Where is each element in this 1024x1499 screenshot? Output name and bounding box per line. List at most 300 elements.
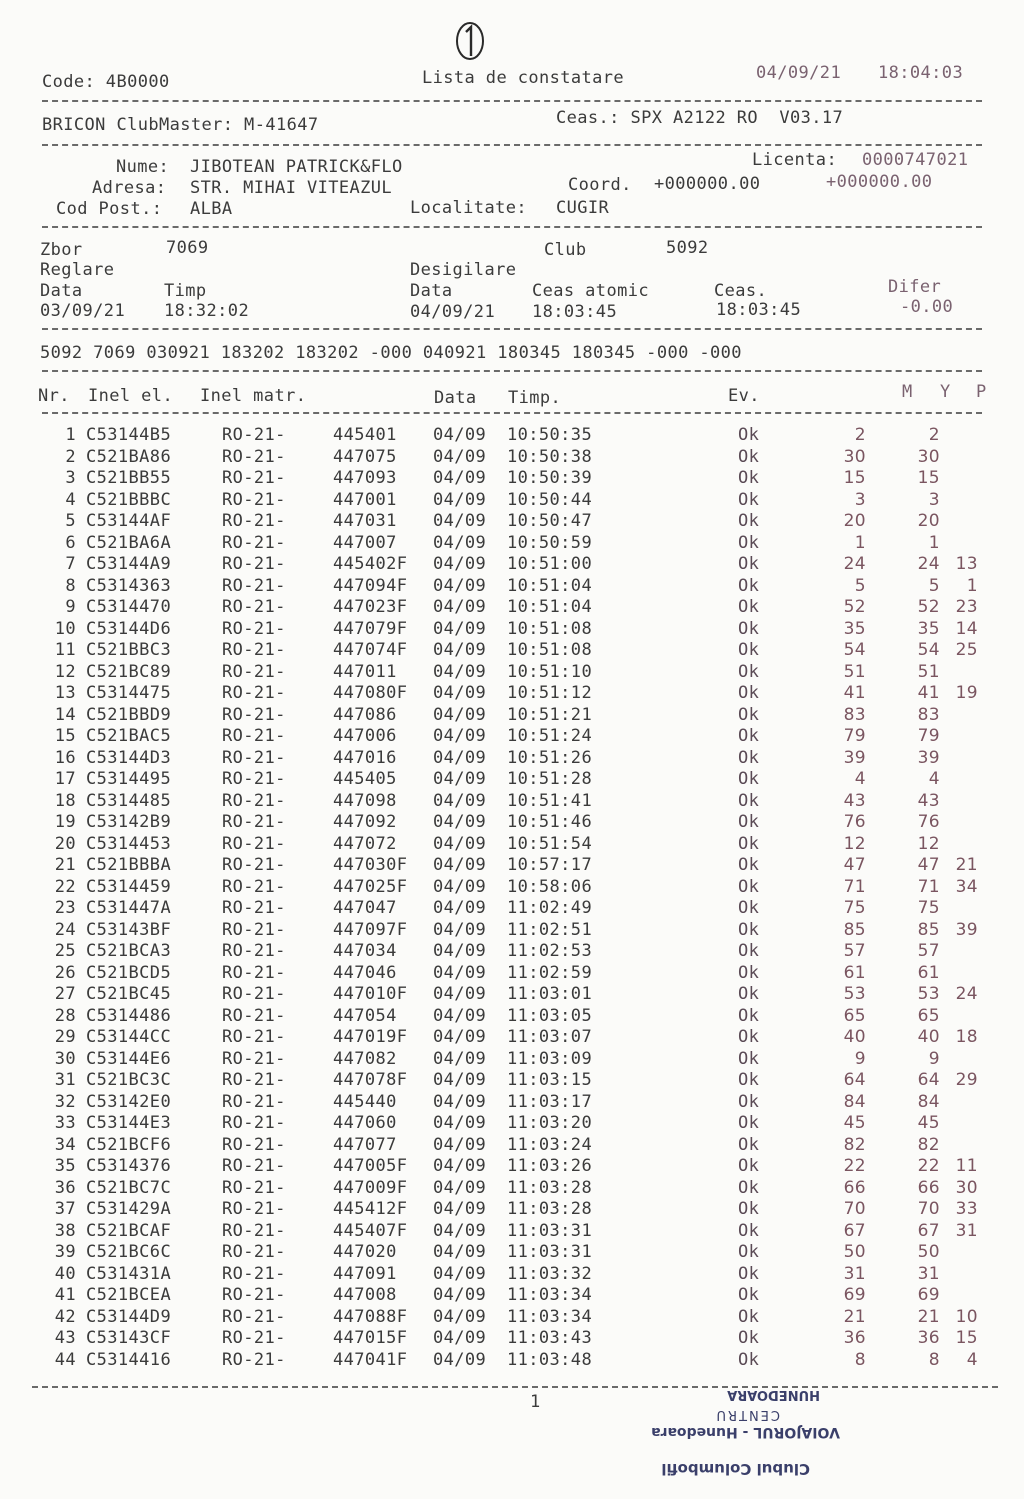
event-status: Ok xyxy=(738,446,760,467)
ring-number: 447023F xyxy=(333,597,408,617)
table-row xyxy=(0,748,1024,769)
m-value: 64 xyxy=(843,1070,866,1090)
ring-number: 447009F xyxy=(333,1177,408,1198)
arrival-date: 04/09 xyxy=(433,919,487,940)
row-number: 15 xyxy=(54,726,76,746)
row-number: 30 xyxy=(54,1048,76,1069)
arrival-date: 04/09 xyxy=(433,597,487,617)
event-status: Ok xyxy=(738,962,760,983)
ring-electronic: C521BCA3 xyxy=(86,941,172,961)
reglare-date: 03/09/21 xyxy=(40,301,126,321)
p-value: 14 xyxy=(955,618,978,639)
m-value: 35 xyxy=(843,618,866,639)
desigilare-data-label: Data xyxy=(410,281,453,301)
y-value: 50 xyxy=(917,1242,940,1262)
arrival-time: 11:03:31 xyxy=(507,1220,593,1241)
col-header-data: Data xyxy=(434,388,477,408)
event-status: Ok xyxy=(738,1199,760,1219)
y-value: 8 xyxy=(928,1349,940,1370)
arrival-date: 04/09 xyxy=(433,962,487,983)
event-status: Ok xyxy=(738,898,760,918)
event-status: Ok xyxy=(738,747,760,768)
ring-series: RO-21- xyxy=(222,1091,286,1112)
y-value: 47 xyxy=(917,855,940,875)
arrival-time: 11:03:17 xyxy=(507,1091,593,1112)
arrival-date: 04/09 xyxy=(433,855,487,875)
event-status: Ok xyxy=(738,489,760,510)
arrival-date: 04/09 xyxy=(433,747,487,768)
ring-electronic: C521BC89 xyxy=(86,661,172,682)
y-value: 51 xyxy=(917,661,940,682)
row-number: 27 xyxy=(54,984,76,1004)
ring-series: RO-21- xyxy=(222,575,286,596)
arrival-time: 11:02:53 xyxy=(507,941,593,961)
ring-electronic: C521BC7C xyxy=(86,1177,172,1198)
event-status: Ok xyxy=(738,554,760,574)
event-status: Ok xyxy=(738,812,760,832)
arrival-date: 04/09 xyxy=(433,984,487,1004)
event-status: Ok xyxy=(738,1242,760,1262)
ring-series: RO-21- xyxy=(222,597,286,617)
arrival-date: 04/09 xyxy=(433,554,487,574)
ring-number: 447015F xyxy=(333,1328,408,1348)
m-value: 8 xyxy=(854,1349,866,1370)
ring-electronic: C53143BF xyxy=(86,919,172,940)
divider xyxy=(32,1386,998,1388)
difer-value: -0.00 xyxy=(900,297,954,317)
row-number: 42 xyxy=(54,1306,76,1327)
coord-value-2: +000000.00 xyxy=(826,172,933,192)
m-value: 82 xyxy=(843,1134,866,1155)
ring-electronic: C521BCEA xyxy=(86,1285,172,1305)
ring-electronic: C5314495 xyxy=(86,769,172,789)
document-title: Lista de constatare xyxy=(422,68,625,88)
code-label: Code: 4B0000 xyxy=(42,72,170,92)
y-value: 20 xyxy=(917,511,940,531)
col-header-inel-matr: Inel matr. xyxy=(200,386,307,406)
table-row xyxy=(0,1049,1024,1070)
m-value: 54 xyxy=(843,640,866,660)
table-row xyxy=(0,791,1024,812)
row-number: 6 xyxy=(65,532,76,553)
arrival-date: 04/09 xyxy=(433,468,487,488)
table-row xyxy=(0,898,1024,919)
arrival-date: 04/09 xyxy=(433,489,487,510)
event-status: Ok xyxy=(738,425,760,445)
arrival-date: 04/09 xyxy=(433,1091,487,1112)
p-value: 13 xyxy=(955,554,978,574)
table-row xyxy=(0,1350,1024,1371)
arrival-time: 11:03:48 xyxy=(507,1349,593,1370)
m-value: 22 xyxy=(843,1156,866,1176)
event-status: Ok xyxy=(738,855,760,875)
table-row xyxy=(0,1328,1024,1349)
arrival-date: 04/09 xyxy=(433,833,487,854)
arrival-date: 04/09 xyxy=(433,876,487,897)
m-value: 69 xyxy=(843,1285,866,1305)
ring-number: 447007 xyxy=(333,532,397,553)
ring-number: 447097F xyxy=(333,919,408,940)
arrival-time: 11:03:34 xyxy=(507,1306,593,1327)
event-status: Ok xyxy=(738,1134,760,1155)
y-value: 43 xyxy=(917,790,940,811)
ring-series: RO-21- xyxy=(222,833,286,854)
arrival-date: 04/09 xyxy=(433,769,487,789)
table-row xyxy=(0,705,1024,726)
event-status: Ok xyxy=(738,704,760,725)
ring-number: 447006 xyxy=(333,726,397,746)
table-row xyxy=(0,1178,1024,1199)
stamp-line-4: HUNEDOARA xyxy=(727,1387,820,1402)
m-value: 1 xyxy=(854,532,866,553)
event-status: Ok xyxy=(738,1263,760,1284)
arrival-time: 10:50:44 xyxy=(507,489,593,510)
code-line: 5092 7069 030921 183202 183202 -000 040921 180345 180345 -000 -000 xyxy=(40,343,742,363)
ring-electronic: C5314486 xyxy=(86,1005,172,1026)
table-row xyxy=(0,963,1024,984)
row-number: 9 xyxy=(65,597,76,617)
table-row xyxy=(0,511,1024,532)
ring-number: 447088F xyxy=(333,1306,408,1327)
arrival-time: 11:03:28 xyxy=(507,1199,593,1219)
event-status: Ok xyxy=(738,1113,760,1133)
ring-number: 445440 xyxy=(333,1091,397,1112)
m-value: 65 xyxy=(843,1005,866,1026)
arrival-time: 10:50:38 xyxy=(507,446,593,467)
ring-series: RO-21- xyxy=(222,661,286,682)
y-value: 76 xyxy=(917,812,940,832)
p-value: 21 xyxy=(955,855,978,875)
row-number: 7 xyxy=(65,554,76,574)
ring-number: 447072 xyxy=(333,833,397,854)
ring-series: RO-21- xyxy=(222,769,286,789)
y-value: 39 xyxy=(917,747,940,768)
y-value: 69 xyxy=(917,1285,940,1305)
y-value: 4 xyxy=(928,769,940,789)
event-status: Ok xyxy=(738,618,760,639)
event-status: Ok xyxy=(738,1306,760,1327)
ring-number: 447008 xyxy=(333,1285,397,1305)
arrival-date: 04/09 xyxy=(433,1285,487,1305)
y-value: 57 xyxy=(917,941,940,961)
event-status: Ok xyxy=(738,769,760,789)
event-status: Ok xyxy=(738,661,760,682)
ring-electronic: C521BBD9 xyxy=(86,704,172,725)
table-row xyxy=(0,984,1024,1005)
p-value: 1 xyxy=(966,575,978,596)
arrival-time: 10:51:08 xyxy=(507,640,593,660)
ring-electronic: C5314376 xyxy=(86,1156,172,1176)
ring-series: RO-21- xyxy=(222,812,286,832)
m-value: 84 xyxy=(843,1091,866,1112)
row-number: 31 xyxy=(54,1070,76,1090)
row-number: 2 xyxy=(65,446,76,467)
ring-series: RO-21- xyxy=(222,468,286,488)
arrival-date: 04/09 xyxy=(433,1306,487,1327)
atomic-time: 18:03:45 xyxy=(532,302,618,322)
arrival-time: 10:51:46 xyxy=(507,812,593,832)
y-value: 70 xyxy=(917,1199,940,1219)
y-value: 3 xyxy=(928,489,940,510)
ring-number: 447077 xyxy=(333,1134,397,1155)
col-header-timp: Timp. xyxy=(508,388,562,408)
device-label: BRICON ClubMaster: M-41647 xyxy=(42,115,319,135)
arrival-time: 11:03:20 xyxy=(507,1113,593,1133)
desigilare-date: 04/09/21 xyxy=(410,302,496,322)
reglare-time: 18:32:02 xyxy=(164,301,250,321)
event-status: Ok xyxy=(738,1328,760,1348)
arrival-date: 04/09 xyxy=(433,683,487,703)
ring-number: 447060 xyxy=(333,1113,397,1133)
m-value: 70 xyxy=(843,1199,866,1219)
ring-electronic: C53142B9 xyxy=(86,812,172,832)
table-row xyxy=(0,812,1024,833)
row-number: 13 xyxy=(54,683,76,703)
y-value: 24 xyxy=(917,554,940,574)
ring-series: RO-21- xyxy=(222,1349,286,1370)
table-row xyxy=(0,425,1024,446)
table-row xyxy=(0,726,1024,747)
y-value: 5 xyxy=(928,575,940,596)
ring-number: 447010F xyxy=(333,984,408,1004)
row-number: 5 xyxy=(65,511,76,531)
p-value: 4 xyxy=(966,1349,978,1370)
handwritten-page-number xyxy=(452,18,488,64)
ring-number: 447030F xyxy=(333,855,408,875)
divider xyxy=(42,144,982,146)
m-value: 79 xyxy=(843,726,866,746)
row-number: 14 xyxy=(54,704,76,725)
y-value: 22 xyxy=(917,1156,940,1176)
arrival-time: 10:51:54 xyxy=(507,833,593,854)
ring-number: 445401 xyxy=(333,425,397,445)
reglare-label: Reglare xyxy=(40,260,115,280)
arrival-time: 11:03:32 xyxy=(507,1263,593,1284)
address-label: Adresa: xyxy=(92,178,167,198)
arrival-date: 04/09 xyxy=(433,1263,487,1284)
table-row xyxy=(0,1113,1024,1134)
y-value: 41 xyxy=(917,683,940,703)
p-value: 25 xyxy=(955,640,978,660)
row-number: 11 xyxy=(54,640,76,660)
arrival-time: 11:03:43 xyxy=(507,1328,593,1348)
ring-series: RO-21- xyxy=(222,876,286,897)
ring-electronic: C521BBBA xyxy=(86,855,172,875)
event-status: Ok xyxy=(738,1091,760,1112)
ring-number: 445402F xyxy=(333,554,408,574)
arrival-time: 10:51:28 xyxy=(507,769,593,789)
table-row xyxy=(0,1006,1024,1027)
ring-electronic: C531447A xyxy=(86,898,172,918)
row-number: 22 xyxy=(54,876,76,897)
ring-electronic: C53144AF xyxy=(86,511,172,531)
arrival-time: 10:51:26 xyxy=(507,747,593,768)
event-status: Ok xyxy=(738,1156,760,1176)
ring-number: 445412F xyxy=(333,1199,408,1219)
event-status: Ok xyxy=(738,532,760,553)
ring-electronic: C521BA6A xyxy=(86,532,172,553)
row-number: 20 xyxy=(54,833,76,854)
ring-series: RO-21- xyxy=(222,1242,286,1262)
y-value: 83 xyxy=(917,704,940,725)
event-status: Ok xyxy=(738,833,760,854)
table-row xyxy=(0,554,1024,575)
arrival-time: 10:51:04 xyxy=(507,597,593,617)
table-row xyxy=(0,490,1024,511)
row-number: 36 xyxy=(54,1177,76,1198)
page-number: 1 xyxy=(530,1392,541,1412)
arrival-time: 11:03:31 xyxy=(507,1242,593,1262)
m-value: 9 xyxy=(854,1048,866,1069)
arrival-time: 11:03:05 xyxy=(507,1005,593,1026)
row-number: 19 xyxy=(54,812,76,832)
arrival-time: 11:03:24 xyxy=(507,1134,593,1155)
clock-label: Ceas.: SPX A2122 RO V03.17 xyxy=(556,108,844,128)
arrival-time: 10:57:17 xyxy=(507,855,593,875)
ring-electronic: C521BA86 xyxy=(86,446,172,467)
ring-electronic: C5314485 xyxy=(86,790,172,811)
event-status: Ok xyxy=(738,640,760,660)
event-status: Ok xyxy=(738,1048,760,1069)
table-row xyxy=(0,468,1024,489)
m-value: 52 xyxy=(843,597,866,617)
y-value: 12 xyxy=(917,833,940,854)
ring-series: RO-21- xyxy=(222,1177,286,1198)
coord-label: Coord. xyxy=(568,175,632,195)
p-value: 30 xyxy=(955,1177,978,1198)
table-row xyxy=(0,834,1024,855)
event-status: Ok xyxy=(738,876,760,897)
y-value: 64 xyxy=(917,1070,940,1090)
arrival-time: 10:50:39 xyxy=(507,468,593,488)
ring-series: RO-21- xyxy=(222,1134,286,1155)
zbor-label: Zbor xyxy=(40,240,83,260)
ring-series: RO-21- xyxy=(222,1113,286,1133)
address-value: STR. MIHAI VITEAZUL xyxy=(190,178,393,198)
col-header-nr: Nr. xyxy=(38,386,70,406)
table-row xyxy=(0,662,1024,683)
ring-series: RO-21- xyxy=(222,1070,286,1090)
event-status: Ok xyxy=(738,984,760,1004)
arrival-date: 04/09 xyxy=(433,1027,487,1047)
ring-electronic: C521BCD5 xyxy=(86,962,172,983)
ring-number: 447082 xyxy=(333,1048,397,1069)
print-date: 04/09/21 xyxy=(756,63,842,83)
row-number: 40 xyxy=(54,1263,76,1284)
y-value: 30 xyxy=(917,446,940,467)
divider xyxy=(42,226,982,228)
p-value: 15 xyxy=(955,1328,978,1348)
ring-electronic: C521BBC3 xyxy=(86,640,172,660)
ring-number: 447047 xyxy=(333,898,397,918)
row-number: 33 xyxy=(54,1113,76,1133)
ceas-label: Ceas. xyxy=(714,281,768,301)
y-value: 45 xyxy=(917,1113,940,1133)
ring-series: RO-21- xyxy=(222,532,286,553)
m-value: 24 xyxy=(843,554,866,574)
row-number: 18 xyxy=(54,790,76,811)
arrival-date: 04/09 xyxy=(433,1349,487,1370)
m-value: 66 xyxy=(843,1177,866,1198)
y-value: 54 xyxy=(917,640,940,660)
m-value: 12 xyxy=(843,833,866,854)
club-stamp xyxy=(600,1368,850,1478)
m-value: 5 xyxy=(854,575,866,596)
ring-series: RO-21- xyxy=(222,704,286,725)
stamp-line-1: Clubul Columbofil xyxy=(661,1460,810,1478)
ring-number: 447078F xyxy=(333,1070,408,1090)
arrival-date: 04/09 xyxy=(433,1134,487,1155)
ring-number: 445407F xyxy=(333,1220,408,1241)
divider xyxy=(42,412,982,414)
table-row xyxy=(0,1285,1024,1306)
ring-series: RO-21- xyxy=(222,1263,286,1284)
ring-electronic: C521BB55 xyxy=(86,468,172,488)
zbor-value: 7069 xyxy=(166,238,209,258)
arrival-time: 10:51:21 xyxy=(507,704,593,725)
m-value: 30 xyxy=(843,446,866,467)
row-number: 43 xyxy=(54,1328,76,1348)
m-value: 4 xyxy=(854,769,866,789)
event-status: Ok xyxy=(738,1005,760,1026)
row-number: 29 xyxy=(54,1027,76,1047)
ring-series: RO-21- xyxy=(222,683,286,703)
table-row xyxy=(0,1221,1024,1242)
m-value: 3 xyxy=(854,489,866,510)
row-number: 34 xyxy=(54,1134,76,1155)
ring-number: 447025F xyxy=(333,876,408,897)
m-value: 67 xyxy=(843,1220,866,1241)
p-value: 23 xyxy=(955,597,978,617)
ring-series: RO-21- xyxy=(222,1005,286,1026)
y-value: 71 xyxy=(917,876,940,897)
arrival-time: 11:02:59 xyxy=(507,962,593,983)
m-value: 41 xyxy=(843,683,866,703)
table-row xyxy=(0,619,1024,640)
col-header-p: P xyxy=(976,382,987,402)
y-value: 65 xyxy=(917,1005,940,1026)
arrival-date: 04/09 xyxy=(433,1220,487,1241)
arrival-time: 11:02:49 xyxy=(507,898,593,918)
m-value: 51 xyxy=(843,661,866,682)
divider xyxy=(42,370,982,372)
event-status: Ok xyxy=(738,1070,760,1090)
m-value: 61 xyxy=(843,962,866,983)
ring-electronic: C521BC45 xyxy=(86,984,172,1004)
reglare-timp-label: Timp xyxy=(164,281,207,301)
ring-series: RO-21- xyxy=(222,489,286,510)
y-value: 35 xyxy=(917,618,940,639)
ring-electronic: C521BAC5 xyxy=(86,726,172,746)
ring-electronic: C5314363 xyxy=(86,575,172,596)
m-value: 31 xyxy=(843,1263,866,1284)
ring-electronic: C53144CC xyxy=(86,1027,172,1047)
y-value: 82 xyxy=(917,1134,940,1155)
ring-electronic: C521BCAF xyxy=(86,1220,172,1241)
divider xyxy=(42,328,982,330)
locality-label: Localitate: xyxy=(410,198,527,218)
ring-electronic: C521BCF6 xyxy=(86,1134,172,1155)
m-value: 75 xyxy=(843,898,866,918)
m-value: 36 xyxy=(843,1328,866,1348)
ring-electronic: C521BC6C xyxy=(86,1242,172,1262)
event-status: Ok xyxy=(738,575,760,596)
ring-electronic: C5314475 xyxy=(86,683,172,703)
y-value: 67 xyxy=(917,1220,940,1241)
m-value: 71 xyxy=(843,876,866,897)
m-value: 47 xyxy=(843,855,866,875)
arrival-date: 04/09 xyxy=(433,1070,487,1090)
